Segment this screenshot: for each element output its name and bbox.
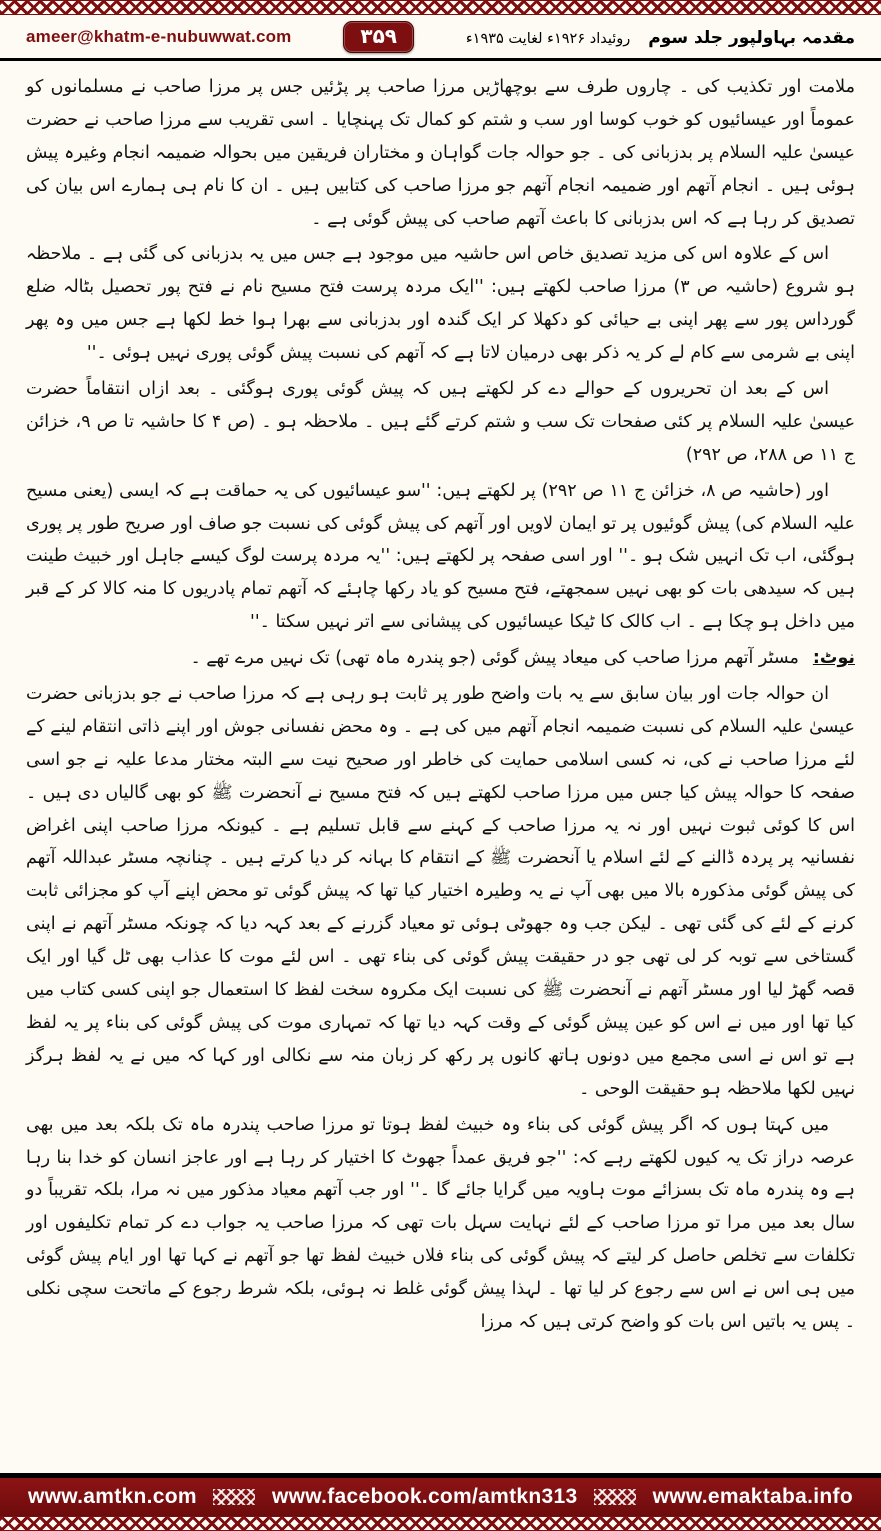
contact-email: ameer@khatm-e-nubuwwat.com [26, 27, 292, 46]
footer-ornament-divider [213, 1489, 255, 1505]
record-date-range: روئیداد ۱۹۲۶ء لغایت ۱۹۳۵ء [465, 30, 631, 47]
page-number-badge: ۳۵۹ [343, 21, 414, 53]
footer-link-amtkn[interactable]: www.amtkn.com [28, 1485, 197, 1508]
paragraph: اور (حاشیہ ص ۸، خزائن ج ۱۱ ص ۲۹۲) پر لکھتے ہیں: ''سو عیسائیوں کی یہ حماقت ہے کہ ایسی (یعنی مسیح علیہ السلام کی) پیش گوئیوں پر تو ایمان لاویں اور آتھم کی پیش گوئی کی نسبت جو صاف اور صریح طور پر پوری ہوگئی، اب تک انہیں شک ہو ۔'' اور اسی صفحہ پر لکھتے ہیں: ''یہ مردہ پرست لوگ کیسے جاہل اور خبیث طینت ہیں کہ سیدھی بات کو بھی نہیں سمجھتے، فتح مسیح کو یاد رکھا چاہئے کہ آتھم تمام پادریوں کا منہ کالا کر کے قبر میں داخل ہو چکا ہے ۔ اب کالک کا ٹیکا عیسائیوں کی پیشانی سے اتر نہیں سکتا ۔'' [26, 480, 855, 633]
page-header [0, 15, 881, 58]
book-title: مقدمہ بہاولپور جلد سوم [648, 27, 855, 48]
footer-links-bar [0, 1476, 881, 1516]
paragraph: اس کے بعد ان تحریروں کے حوالے دے کر لکھتے ہیں کہ پیش گوئی پوری ہوگئی ۔ بعد ازاں انتقاماً حضرت عیسیٰ علیہ السلام پر کئی صفحات تک سب و شتم کرتے گئے ہیں ۔ ملاحظہ ہو ۔ (ص ۴ کا حاشیہ تا ص ۹، خزائن ج ۱۱ ص ۲۸۸، ص ۲۹۲) [26, 379, 856, 465]
ornament-border-top [0, 0, 881, 15]
paragraph: ان حوالہ جات اور بیان سابق سے یہ بات واضح طور پر ثابت ہو رہی ہے کہ مرزا صاحب نے جو بدزبانی حضرت عیسیٰ علیہ السلام کی نسبت ضمیمہ انجام آتھم میں کی ہے ۔ وہ محض نفسانی جوش اور اپنے ذاتی انتقام لینے کے لئے مرزا صاحب نے کی، نہ کسی اسلامی حمایت کی خاطر اور صحیح نیت سے البتہ مختار مدعا علیہ نے جو اسی صفحہ کا حوالہ پیش کیا جس میں مرزا صاحب لکھتے ہیں کہ فتح مسیح نے آنحضرت ﷺ کو بھی گالیاں دی ہیں ۔ اس کا کوئی ثبوت نہیں اور نہ یہ مرزا صاحب کے کہنے سے قابل تسلیم ہے ۔ کیونکہ مرزا صاحب اپنی اغراض نفسانیہ پر پردہ ڈالنے کے لئے اسلام یا آنحضرت ﷺ کے انتقام کا بہانہ کر دیا کرتے ہیں ۔ چنانچہ مسٹر عبداللہ آتھم کی پیش گوئی مذکورہ بالا میں بھی آپ نے یہ وطیرہ اختیار کیا تھا کہ پیش گوئی تو محض اپنے آپ کو مجزائی ثابت کرنے کے لئے کی گئی تھی ۔ لیکن جب وہ جھوٹی ہوئی تو معیاد گزرنے کے بعد کہہ دیا کہ چونکہ مسٹر آتھم نے اپنی گستاخی سے توبہ کر لی تھی جو در حقیقت پیش گوئی کی بناء تھی ۔ اس لئے موت کا عذاب بھی ٹل گیا اور ایک قصہ گھڑ لیا اور مسٹر آتھم نے آنحضرت ﷺ کی نسبت ایک مکروہ سخت لفظ کا استعمال جو اپنی کسی کتاب میں کیا تھا اور میں نے اس کو عین پیش گوئی کے وقت کہہ دیا تھا کہ تمہاری موت کی پیش گوئی کی بناء پر یہ لفظ ہے تو اس نے اسی مجمع میں دونوں ہاتھ کانوں پر رکھ کر زبان منہ سے نکالی اور کہا کہ میں نے یہ لفظ ہرگز نہیں لکھا ملاحظہ ہو حقیقت الوحی ۔ [26, 684, 855, 1099]
footer-link-facebook[interactable]: www.facebook.com/amtkn313 [271, 1485, 578, 1508]
page-body-text [0, 61, 881, 1473]
note-label: نوٹ: [812, 648, 855, 669]
paragraph: ملامت اور تکذیب کی ۔ چاروں طرف سے بوچھاڑیں مرزا صاحب پر پڑئیں جس پر مرزا صاحب نے مسلمانوں کو عموماً اور عیسائیوں کو خوب کوسا اور سب و شتم کو کمال تک پہنچایا ۔ اسی تقریب سے مرزا صاحب نے حضرت عیسیٰ علیہ السلام پر بدزبانی کی ۔ جو حوالہ جات گواہان و مختاران فریقین میں بحوالہ ضمیمہ انجام وغیرہ پیش ہوئی ہیں ۔ انجام آتھم اور ضمیمہ انجام آتھم جو مرزا صاحب کی کتابیں ہیں ۔ ان کا نام ہی ہمارے اس بیان کی تصدیق کر رہا ہے کہ اس بدزبانی کا باعث آتھم صاحب کی پیش گوئی ہے ۔ [26, 77, 855, 229]
note-text: مسٹر آتھم مرزا صاحب کی میعاد پیش گوئی (جو پندرہ ماہ تھی) تک نہیں مرے تھے ۔ [190, 648, 799, 669]
footer-ornament-divider [594, 1489, 636, 1505]
paragraph: میں کہتا ہوں کہ اگر پیش گوئی کی بناء وہ خبیث لفظ ہوتا تو مرزا صاحب پندرہ ماہ تک بلکہ بعد میں بھی عرصہ دراز تک یہ کیوں لکھتے رہے کہ: ''جو فریق عمداً جھوٹ کا اختیار کر رہا ہے اور عاجز انسان کو خدا بنا رہا ہے وہ پندرہ ماہ تک بسزائے موت ہاویہ میں گرایا جائے گا ۔'' اور جب آتھم معیاد مذکور میں نہ مرا، بلکہ تقریباً دو سال بعد میں مرا تو مرزا صاحب کے لئے نہایت سہل بات تھی کہ مرزا صاحب یہ جواب دے کر تمام تکلیفوں اور تکلفات سے تخلص حاصل کر لیتے کہ پیش گوئی کی بناء فلاں خبیث لفظ تھا جو آتھم نے کہا تھا اور ایام پیش گوئی میں ہی اس نے اس سے رجوع کر لیا تھا ۔ لہذا پیش گوئی غلط نہ ہوئی، بلکہ شرط رجوع کے ماتحت سچی نکلی ۔ پس یہ باتیں اس بات کو واضح کرتی ہیں کہ مرزا [26, 1114, 855, 1332]
ornament-border-bottom [0, 1516, 881, 1531]
footer-link-emaktaba[interactable]: www.emaktaba.info [652, 1485, 853, 1508]
paragraph: اس کے علاوہ اس کی مزید تصدیق خاص اس حاشیہ میں موجود ہے جس میں یہ بدزبانی کی گئی ہے ۔ ملاحظہ ہو شروع (حاشیہ ص ۳) مرزا صاحب لکھتے ہیں: ''ایک مردہ پرست فتح مسیح نام نے فتح پور تحصیل بٹالہ ضلع گورداس پور سے پھر اپنی بے حیائی کو دکھلا کر ایک گندہ اور بدزبانی سے بھرا ہوا خط لکھا ہے جس میں وہ پھر اپنی بے شرمی سے کام لے کر یہ ذکر بھی درمیان لاتا ہے کہ آتھم کی نسبت پیش گوئی پوری نہیں ہوئی ۔'' [26, 244, 855, 364]
header-titles [466, 27, 855, 48]
note-line [26, 642, 855, 675]
